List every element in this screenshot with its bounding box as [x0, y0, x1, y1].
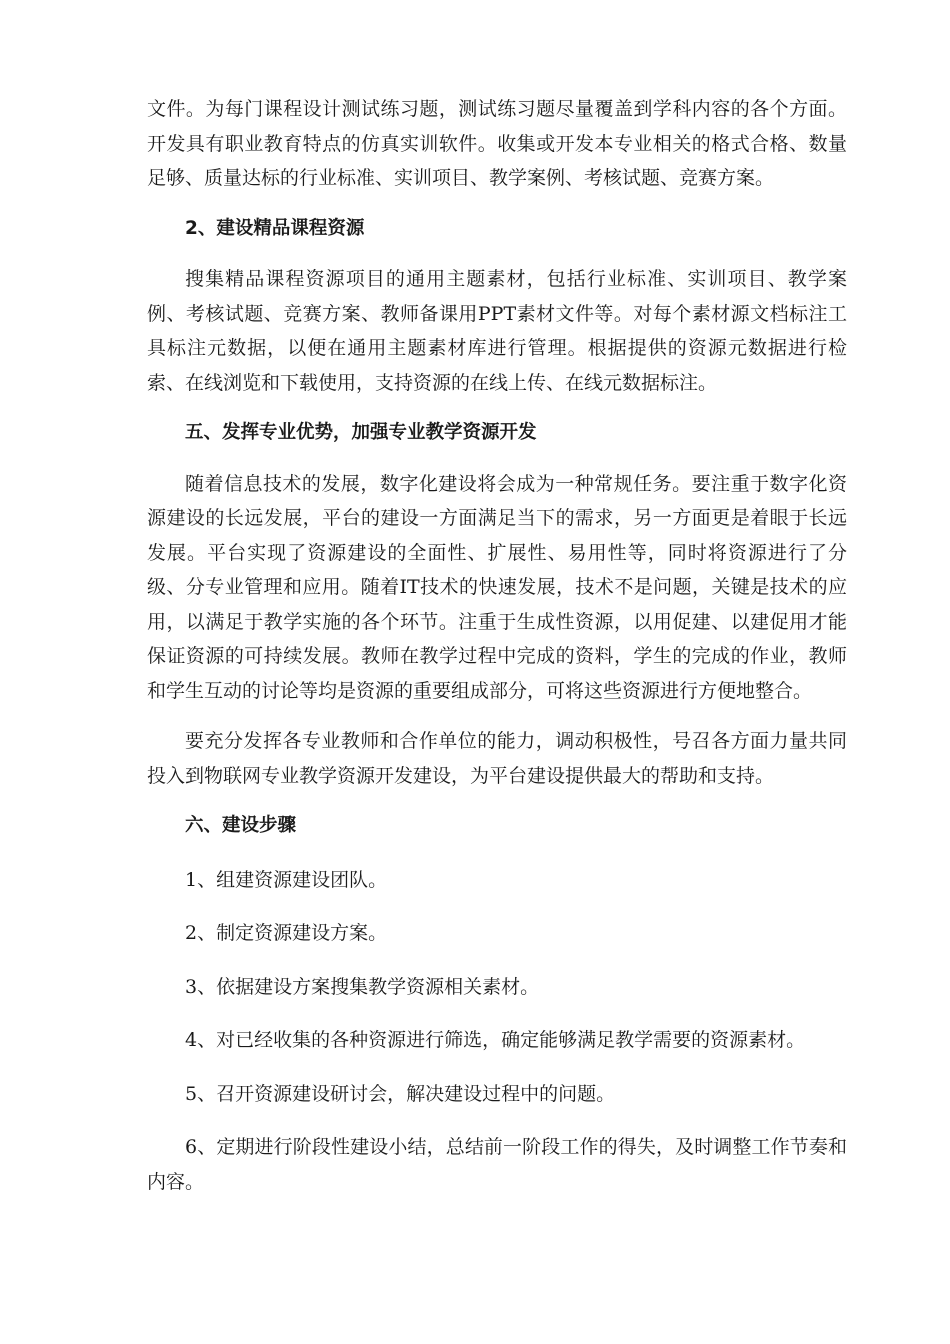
heading-course-resources: 2、建设精品课程资源: [185, 217, 365, 239]
step-item-1: 1、组建资源建设团队。: [185, 868, 388, 891]
paragraph-section-five-2: 要充分发挥各专业教师和合作单位的能力，调动积极性，号召各方面力量共同投入到物联网专业教学资源开发建设，为平台建设提供最大的帮助和支持。: [147, 730, 847, 787]
heading-section-five: 五、发挥专业优势，加强专业教学资源开发: [185, 422, 537, 443]
step-item-3: 3、依据建设方案搜集教学资源相关素材。: [185, 975, 540, 998]
heading-section-six: 六、建设步骤: [185, 815, 297, 836]
document-page: [147, 92, 847, 1199]
paragraph-course-resources: 搜集精品课程资源项目的通用主题素材，包括行业标准、实训项目、教学案例、考核试题、竞赛方案、教师备课用PPT素材文件等。对每个素材源文档标注工具标注元数据，以便在通用主题素材库进行管理。根据提供的资源元数据进行检索、在线浏览和下载使用，支持资源的在线上传、在线元数据标注。: [147, 268, 847, 394]
paragraph-section-five-1: 随着信息技术的发展，数字化建设将会成为一种常规任务。要注重于数字化资源建设的长远发展，平台的建设一方面满足当下的需求，另一方面更是着眼于长远发展。平台实现了资源建设的全面性、扩展性、易用性等，同时将资源进行了分级、分专业管理和应用。随着IT技术的快速发展，技术不是问题，关键是技术的应用，以满足于教学实施的各个环节。注重于生成性资源，以用促建、以建促用才能保证资源的可持续发展。教师在教学过程中完成的资料，学生的完成的作业，教师和学生互动的讨论等均是资源的重要组成部分，可将这些资源进行方便地整合。: [147, 472, 847, 702]
paragraph-intro-continued: 文件。为每门课程设计测试练习题，测试练习题尽量覆盖到学科内容的各个方面。开发具有职业教育特点的仿真实训软件。收集或开发本专业相关的格式合格、数量足够、质量达标的行业标准、实训项目、教学案例、考核试题、竞赛方案。: [147, 98, 847, 189]
step-item-5: 5、召开资源建设研讨会，解决建设过程中的问题。: [185, 1082, 616, 1105]
step-item-4: 4、对已经收集的各种资源进行筛选，确定能够满足教学需要的资源素材。: [185, 1029, 806, 1051]
step-item-2: 2、制定资源建设方案。: [185, 922, 388, 944]
step-item-6: 6、定期进行阶段性建设小结，总结前一阶段工作的得失，及时调整工作节奏和内容。: [147, 1136, 847, 1193]
